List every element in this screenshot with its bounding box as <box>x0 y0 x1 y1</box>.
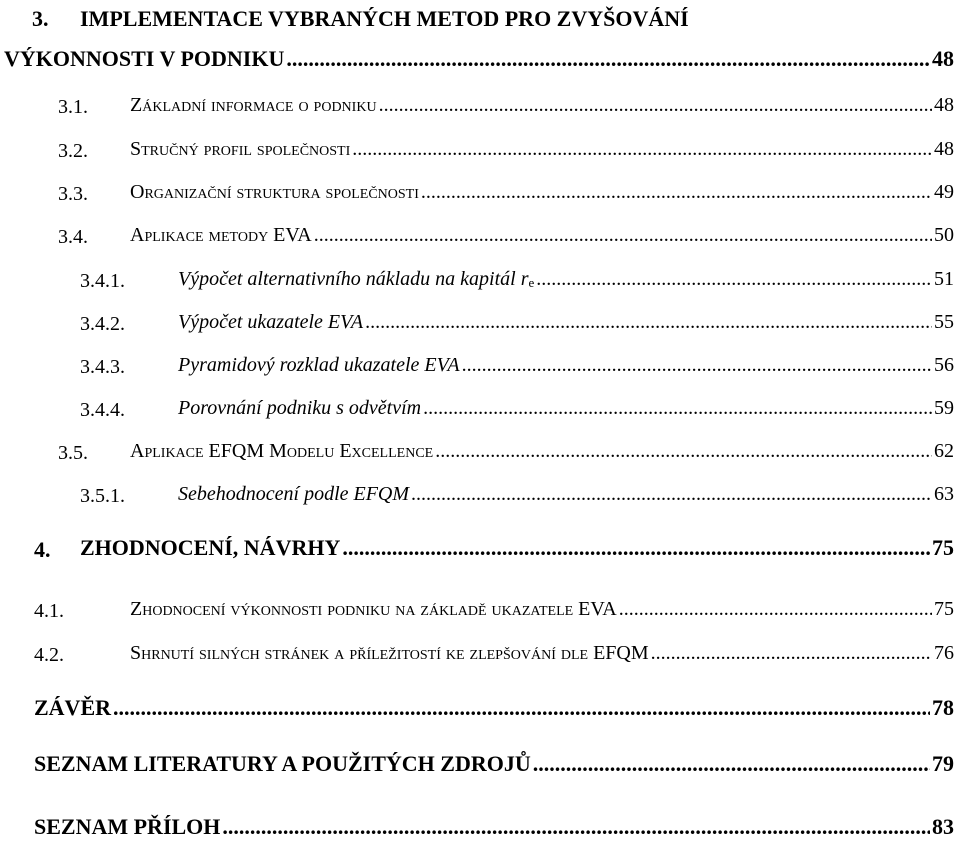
dot-leader <box>365 311 932 334</box>
toc-page: 48 <box>934 138 954 160</box>
dot-leader <box>533 751 930 777</box>
toc-title: SEZNAM PŘÍLOH <box>34 814 221 839</box>
toc-entry-literatura[interactable] <box>0 746 960 786</box>
toc-page: 51 <box>934 268 954 290</box>
toc-page: 76 <box>934 642 954 664</box>
toc-entry-3-1[interactable] <box>0 86 960 126</box>
toc-entry-zaver[interactable] <box>0 690 960 730</box>
dot-leader <box>651 642 932 665</box>
dot-leader <box>342 535 930 561</box>
toc-title: Shrnutí silných stránek a příležitostí ke zlepšování dle EFQM <box>130 642 649 664</box>
toc-page: 78 <box>932 695 954 720</box>
toc-title: Sebehodnocení podle EFQM <box>178 483 410 505</box>
toc-entry-3-5[interactable] <box>0 432 960 472</box>
toc-number: 3.5.1. <box>80 485 125 507</box>
dot-leader <box>113 695 930 721</box>
toc-title <box>178 269 534 289</box>
dot-leader <box>286 46 930 72</box>
toc-title: Porovnání podniku s odvětvím <box>178 397 422 419</box>
toc-title-text: Výpočet alternativního nákladu na kapitál r <box>178 268 529 290</box>
toc-number: 3. <box>32 6 49 31</box>
toc-entry-3-4-1[interactable] <box>0 260 960 300</box>
toc-title: Základní informace o podniku <box>130 94 377 116</box>
toc-page: 55 <box>934 311 954 333</box>
toc-entry-3[interactable] <box>0 0 960 40</box>
toc-entry-3-2[interactable] <box>0 130 960 170</box>
dot-leader <box>536 268 932 291</box>
toc-page: 56 <box>934 354 954 376</box>
toc-entry-3-4[interactable] <box>0 216 960 256</box>
toc-page: 50 <box>934 224 954 246</box>
toc-title: SEZNAM LITERATURY A POUŽITÝCH ZDROJŮ <box>34 751 531 776</box>
toc-title: Výpočet ukazatele EVA <box>178 311 364 333</box>
dot-leader <box>421 181 932 204</box>
toc-title: IMPLEMENTACE VYBRANÝCH METOD PRO ZVYŠOVÁNÍ <box>80 6 689 31</box>
toc-entry-3-3[interactable] <box>0 173 960 213</box>
toc-page: 59 <box>934 397 954 419</box>
toc-entry-4[interactable] <box>0 530 960 570</box>
toc-entry-3-cont[interactable] <box>0 42 960 82</box>
subscript-e: e <box>528 275 535 290</box>
toc-entry-3-4-3[interactable] <box>0 346 960 386</box>
toc-title: Zhodnocení výkonnosti podniku na základě ukazatele EVA <box>130 598 617 620</box>
dot-leader <box>423 397 932 420</box>
toc-title: Stručný profil společnosti <box>130 138 351 160</box>
toc-entry-3-4-2[interactable] <box>0 303 960 343</box>
dot-leader <box>379 94 932 117</box>
toc-entry-4-2[interactable] <box>0 634 960 674</box>
dot-leader <box>352 138 932 161</box>
toc-page: 79 <box>932 751 954 776</box>
toc-number: 3.2. <box>58 140 88 162</box>
toc-number: 3.1. <box>58 96 88 118</box>
toc-number: 4. <box>34 537 51 562</box>
toc-page: 48 <box>934 94 954 116</box>
toc-title: ZÁVĚR <box>34 695 112 720</box>
dot-leader <box>411 483 932 506</box>
toc-entry-prilohy[interactable] <box>0 804 960 844</box>
toc-title: ZHODNOCENÍ, NÁVRHY <box>80 535 341 560</box>
toc-page: 49 <box>934 181 954 203</box>
dot-leader <box>222 814 930 840</box>
toc-page: 48 <box>932 46 954 71</box>
toc-number: 3.4. <box>58 226 88 248</box>
toc-page: 62 <box>934 440 954 462</box>
dot-leader <box>462 354 932 377</box>
toc-number: 3.4.4. <box>80 399 125 421</box>
toc-number: 3.4.1. <box>80 270 125 292</box>
toc-entry-4-1[interactable] <box>0 590 960 630</box>
toc-page: 63 <box>934 483 954 505</box>
dot-leader <box>314 224 932 247</box>
toc-number: 3.4.3. <box>80 356 125 378</box>
dot-leader <box>435 440 932 463</box>
toc-number: 4.1. <box>34 600 64 622</box>
toc-page: 83 <box>932 814 954 839</box>
toc-number: 3.4.2. <box>80 313 125 335</box>
toc-number: 3.5. <box>58 442 88 464</box>
toc-number: 4.2. <box>34 644 64 666</box>
dot-leader <box>619 598 932 621</box>
toc-entry-3-5-1[interactable] <box>0 475 960 515</box>
toc-title-cont: VÝKONNOSTI V PODNIKU <box>4 46 285 71</box>
toc-number: 3.3. <box>58 183 88 205</box>
toc-page: 75 <box>932 535 954 560</box>
toc-title: Pyramidový rozklad ukazatele EVA <box>178 354 460 376</box>
toc-page: 75 <box>934 598 954 620</box>
toc-title: Organizační struktura společnosti <box>130 181 419 203</box>
toc-entry-3-4-4[interactable] <box>0 389 960 429</box>
toc-title: Aplikace metody EVA <box>130 224 312 246</box>
toc-title: Aplikace EFQM Modelu Excellence <box>130 440 434 462</box>
